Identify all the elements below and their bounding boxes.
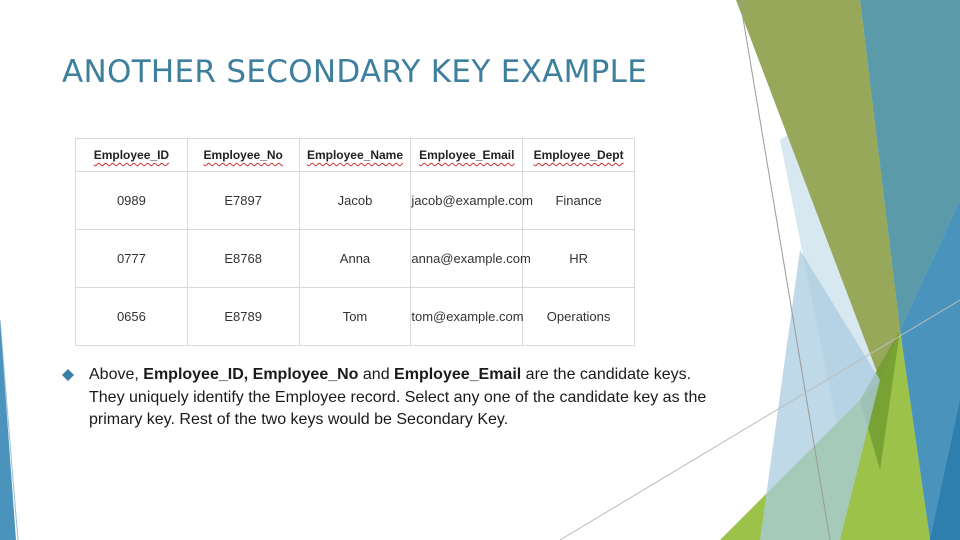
cell-employee-email: tom@example.com [411, 288, 523, 346]
cell-employee-dept: Operations [523, 288, 635, 346]
cell-employee-dept: Finance [523, 172, 635, 230]
table-header-row [76, 139, 635, 172]
bullet-text-bold: Employee_Email [394, 366, 522, 383]
cell-employee-email: jacob@example.com [411, 172, 523, 230]
bullet-text [89, 364, 729, 432]
table-row [76, 230, 635, 288]
header-employee-name: Employee_Name [299, 139, 411, 172]
header-employee-dept: Employee_Dept [523, 139, 635, 172]
deco-left-strip [0, 320, 16, 540]
header-employee-no: Employee_No [187, 139, 299, 172]
cell-employee-name: Anna [299, 230, 411, 288]
cell-employee-no: E8789 [187, 288, 299, 346]
bullet-text-part: are the candidate keys. They uniquely identify the Employee record. Select any one of the candidate key as the primary key. Rest of the two keys would be Secondary Key. [89, 366, 707, 428]
table-row [76, 172, 635, 230]
bullet-item [62, 364, 732, 432]
cell-employee-name: Tom [299, 288, 411, 346]
cell-employee-dept: HR [523, 230, 635, 288]
cell-employee-name: Jacob [299, 172, 411, 230]
diamond-bullet-icon [62, 369, 74, 381]
cell-employee-email: anna@example.com [411, 230, 523, 288]
bullet-text-part: Above, [89, 366, 144, 383]
bullet-text-bold: Employee_ID, Employee_No [143, 366, 359, 383]
bullet-text-part: and [358, 366, 395, 383]
cell-employee-no: E8768 [187, 230, 299, 288]
header-employee-email: Employee_Email [411, 139, 523, 172]
cell-employee-id: 0656 [76, 288, 188, 346]
employee-table [75, 138, 635, 346]
header-employee-id: Employee_ID [76, 139, 188, 172]
cell-employee-no: E7897 [187, 172, 299, 230]
table-row [76, 288, 635, 346]
cell-employee-id: 0777 [76, 230, 188, 288]
slide-title: ANOTHER SECONDARY KEY EXAMPLE [62, 54, 648, 90]
cell-employee-id: 0989 [76, 172, 188, 230]
